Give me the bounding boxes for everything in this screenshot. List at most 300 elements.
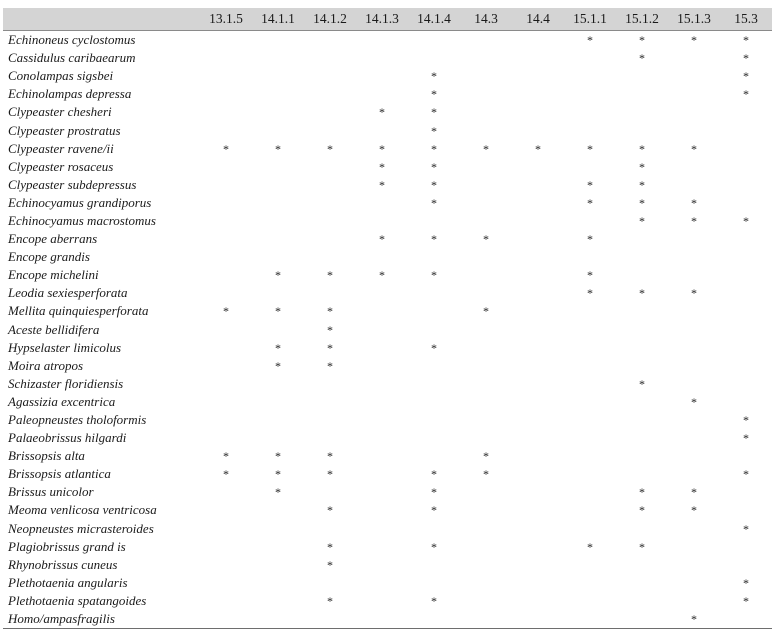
occurrence-mark: [460, 194, 512, 212]
occurrence-mark: *: [431, 105, 437, 120]
occurrence-mark: *: [587, 539, 593, 554]
occurrence-mark: [512, 447, 564, 465]
occurrence-mark: [252, 67, 304, 85]
table-row: [3, 339, 772, 357]
occurrence-mark: [668, 49, 720, 67]
table-row: [3, 375, 772, 393]
occurrence-mark: [564, 610, 616, 629]
column-header: 14.1.4: [408, 8, 460, 31]
occurrence-mark: [200, 321, 252, 339]
occurrence-mark: *: [587, 268, 593, 283]
occurrence-mark: [460, 339, 512, 357]
occurrence-mark: [252, 411, 304, 429]
species-name: Echinolampas depressa: [8, 86, 132, 102]
occurrence-mark: [304, 194, 356, 212]
occurrence-mark: [512, 31, 564, 50]
occurrence-mark: [356, 284, 408, 302]
occurrence-mark: [356, 357, 408, 375]
occurrence-mark: [200, 556, 252, 574]
occurrence-mark: [252, 248, 304, 266]
occurrence-mark: [616, 85, 668, 103]
occurrence-mark: [616, 520, 668, 538]
species-name: Conolampas sigsbei: [8, 68, 114, 84]
occurrence-mark: [356, 501, 408, 519]
occurrence-mark: [200, 592, 252, 610]
table-row: [3, 121, 772, 139]
occurrence-mark: *: [639, 213, 645, 228]
occurrence-mark: *: [743, 69, 749, 84]
occurrence-mark: [356, 31, 408, 50]
occurrence-mark: *: [483, 304, 489, 319]
occurrence-mark: [460, 158, 512, 176]
table-row: [3, 501, 772, 519]
column-header: 15.1.3: [668, 8, 720, 31]
occurrence-mark: [668, 375, 720, 393]
occurrence-mark: [460, 121, 512, 139]
occurrence-mark: [252, 592, 304, 610]
occurrence-mark: [460, 176, 512, 194]
occurrence-mark: [252, 230, 304, 248]
occurrence-mark: [408, 49, 460, 67]
occurrence-mark: [356, 339, 408, 357]
table-row: [3, 302, 772, 320]
occurrence-mark: [564, 520, 616, 538]
occurrence-mark: *: [639, 539, 645, 554]
occurrence-mark: [356, 447, 408, 465]
occurrence-mark: [668, 85, 720, 103]
occurrence-mark: [200, 194, 252, 212]
species-name: Plethotaenia spatangoides: [8, 592, 147, 608]
occurrence-mark: [616, 447, 668, 465]
occurrence-mark: [200, 538, 252, 556]
occurrence-mark: *: [743, 431, 749, 446]
species-name: Meoma venlicosa ventricosa: [8, 502, 157, 518]
column-header: 15.1.1: [564, 8, 616, 31]
occurrence-mark: [408, 411, 460, 429]
occurrence-mark: [616, 248, 668, 266]
table-row: [3, 266, 772, 284]
occurrence-mark: [668, 574, 720, 592]
table-body: [3, 31, 772, 629]
occurrence-mark: [512, 284, 564, 302]
occurrence-mark: [252, 556, 304, 574]
occurrence-mark: *: [431, 159, 437, 174]
occurrence-mark: [408, 556, 460, 574]
occurrence-mark: [252, 103, 304, 121]
occurrence-mark: [460, 574, 512, 592]
occurrence-mark: [460, 375, 512, 393]
occurrence-mark: [720, 121, 772, 139]
occurrence-mark: [512, 357, 564, 375]
occurrence-mark: [564, 447, 616, 465]
occurrence-mark: *: [431, 268, 437, 283]
species-name: Hypselaster limicolus: [8, 339, 122, 355]
occurrence-mark: *: [327, 449, 333, 464]
header-row: [3, 8, 772, 31]
species-name: Clypeaster subdepressus: [8, 176, 137, 192]
occurrence-mark: [460, 248, 512, 266]
occurrence-mark: [304, 483, 356, 501]
occurrence-mark: [200, 339, 252, 357]
occurrence-mark: [252, 284, 304, 302]
occurrence-mark: *: [223, 141, 229, 156]
occurrence-mark: [564, 592, 616, 610]
occurrence-mark: [564, 411, 616, 429]
occurrence-mark: [460, 556, 512, 574]
occurrence-mark: [200, 483, 252, 501]
occurrence-mark: [512, 103, 564, 121]
occurrence-mark: [512, 248, 564, 266]
occurrence-mark: *: [668, 610, 720, 629]
occurrence-mark: [460, 592, 512, 610]
occurrence-mark: *: [639, 177, 645, 192]
occurrence-mark: *: [587, 232, 593, 247]
occurrence-mark: [200, 248, 252, 266]
occurrence-mark: *: [327, 304, 333, 319]
occurrence-mark: [252, 393, 304, 411]
occurrence-mark: *: [431, 467, 437, 482]
occurrence-mark: [616, 67, 668, 85]
occurrence-mark: [564, 248, 616, 266]
occurrence-mark: [720, 483, 772, 501]
species-name: Paleopneustes tholoformis: [8, 412, 147, 428]
occurrence-mark: [720, 375, 772, 393]
occurrence-mark: [720, 393, 772, 411]
occurrence-mark: *: [327, 539, 333, 554]
occurrence-mark: [304, 574, 356, 592]
occurrence-mark: [460, 610, 512, 629]
occurrence-mark: *: [431, 593, 437, 608]
occurrence-mark: *: [639, 376, 645, 391]
occurrence-mark: *: [743, 51, 749, 66]
species-name: Encope grandis: [8, 249, 90, 265]
occurrence-mark: [668, 248, 720, 266]
table-row: [3, 411, 772, 429]
column-header: 14.1.1: [252, 8, 304, 31]
occurrence-mark: *: [691, 286, 697, 301]
occurrence-mark: [356, 302, 408, 320]
occurrence-mark: [616, 230, 668, 248]
occurrence-mark: *: [379, 177, 385, 192]
column-header: 15.3: [720, 8, 772, 31]
occurrence-mark: *: [223, 449, 229, 464]
occurrence-mark: [460, 321, 512, 339]
occurrence-mark: [356, 85, 408, 103]
occurrence-mark: [668, 103, 720, 121]
occurrence-mark: [356, 248, 408, 266]
occurrence-mark: [408, 429, 460, 447]
occurrence-mark: [668, 67, 720, 85]
species-name: Leodia sexiesperforata: [8, 285, 128, 301]
occurrence-mark: [512, 230, 564, 248]
table-row: [3, 212, 772, 230]
occurrence-mark: [720, 538, 772, 556]
occurrence-mark: [720, 248, 772, 266]
occurrence-mark: [356, 321, 408, 339]
occurrence-mark: [304, 85, 356, 103]
species-name: Homo/ampasfragilis: [3, 610, 200, 629]
occurrence-mark: *: [431, 232, 437, 247]
occurrence-mark: *: [379, 268, 385, 283]
occurrence-mark: [512, 158, 564, 176]
table-row: [3, 321, 772, 339]
occurrence-mark: [200, 610, 252, 629]
occurrence-mark: [720, 176, 772, 194]
occurrence-mark: [200, 266, 252, 284]
species-name: Echinoneus cyclostomus: [8, 32, 136, 48]
occurrence-mark: [304, 520, 356, 538]
species-name: Moira atropos: [8, 357, 83, 373]
occurrence-mark: [668, 302, 720, 320]
occurrence-mark: *: [275, 304, 281, 319]
occurrence-mark: *: [587, 177, 593, 192]
occurrence-mark: [252, 85, 304, 103]
occurrence-mark: [252, 49, 304, 67]
occurrence-mark: [668, 266, 720, 284]
occurrence-mark: *: [587, 195, 593, 210]
occurrence-mark: *: [743, 87, 749, 102]
table-row: [3, 556, 772, 574]
species-name: Clypeaster prostratus: [8, 122, 121, 138]
occurrence-mark: [616, 429, 668, 447]
occurrence-mark: *: [639, 286, 645, 301]
occurrence-mark: [616, 556, 668, 574]
occurrence-mark: [356, 411, 408, 429]
table-row: [3, 610, 772, 629]
occurrence-mark: [304, 212, 356, 230]
occurrence-mark: [564, 465, 616, 483]
table-row: [3, 520, 772, 538]
species-distribution-table: [3, 8, 772, 629]
occurrence-mark: [460, 31, 512, 50]
occurrence-mark: [200, 103, 252, 121]
occurrence-mark: *: [743, 33, 749, 48]
occurrence-mark: [564, 67, 616, 85]
occurrence-mark: *: [587, 141, 593, 156]
occurrence-mark: [616, 266, 668, 284]
occurrence-mark: [564, 357, 616, 375]
occurrence-mark: [200, 501, 252, 519]
occurrence-mark: [668, 592, 720, 610]
occurrence-mark: [408, 31, 460, 50]
occurrence-mark: [460, 501, 512, 519]
occurrence-mark: [512, 302, 564, 320]
table-row: [3, 447, 772, 465]
occurrence-mark: [668, 465, 720, 483]
occurrence-mark: [460, 85, 512, 103]
occurrence-mark: *: [691, 195, 697, 210]
occurrence-mark: [720, 610, 772, 629]
occurrence-mark: [668, 556, 720, 574]
occurrence-mark: [512, 411, 564, 429]
occurrence-mark: [564, 49, 616, 67]
occurrence-mark: [564, 212, 616, 230]
occurrence-mark: [304, 230, 356, 248]
occurrence-mark: [616, 103, 668, 121]
occurrence-mark: [512, 176, 564, 194]
occurrence-mark: [720, 556, 772, 574]
occurrence-mark: [616, 393, 668, 411]
occurrence-mark: [564, 103, 616, 121]
table-row: [3, 284, 772, 302]
occurrence-mark: [408, 520, 460, 538]
occurrence-mark: *: [275, 485, 281, 500]
species-name: Encope aberrans: [8, 231, 98, 247]
occurrence-mark: [460, 411, 512, 429]
occurrence-mark: [200, 49, 252, 67]
occurrence-mark: [408, 321, 460, 339]
occurrence-mark: *: [327, 503, 333, 518]
occurrence-mark: [304, 176, 356, 194]
occurrence-mark: [356, 520, 408, 538]
column-header: 14.1.3: [356, 8, 408, 31]
occurrence-mark: *: [275, 268, 281, 283]
occurrence-mark: [200, 411, 252, 429]
column-header: 15.1.2: [616, 8, 668, 31]
species-name: Clypeaster ravene/ii: [8, 140, 114, 156]
occurrence-mark: [564, 321, 616, 339]
occurrence-mark: *: [743, 467, 749, 482]
occurrence-mark: [616, 411, 668, 429]
occurrence-mark: *: [327, 358, 333, 373]
occurrence-mark: [200, 31, 252, 50]
occurrence-mark: [668, 357, 720, 375]
occurrence-mark: *: [639, 195, 645, 210]
occurrence-mark: [408, 610, 460, 629]
occurrence-mark: [408, 284, 460, 302]
occurrence-mark: [356, 610, 408, 629]
species-name: Encope michelini: [8, 267, 99, 283]
occurrence-mark: [668, 158, 720, 176]
occurrence-mark: [304, 121, 356, 139]
occurrence-mark: [668, 121, 720, 139]
species-name: Brissopsis atlantica: [8, 466, 111, 482]
occurrence-mark: [720, 230, 772, 248]
occurrence-mark: [460, 67, 512, 85]
species-name: Agassizia excentrica: [8, 393, 116, 409]
table-row: [3, 103, 772, 121]
occurrence-mark: [512, 574, 564, 592]
occurrence-mark: [200, 393, 252, 411]
occurrence-mark: [720, 501, 772, 519]
species-name: Schizaster floridiensis: [8, 375, 124, 391]
occurrence-mark: [304, 49, 356, 67]
occurrence-mark: [408, 248, 460, 266]
occurrence-mark: *: [639, 141, 645, 156]
occurrence-mark: *: [431, 177, 437, 192]
occurrence-mark: [512, 212, 564, 230]
occurrence-mark: [512, 393, 564, 411]
occurrence-mark: [408, 357, 460, 375]
column-header: 14.1.2: [304, 8, 356, 31]
occurrence-mark: *: [327, 593, 333, 608]
occurrence-mark: [564, 85, 616, 103]
occurrence-mark: *: [431, 87, 437, 102]
occurrence-mark: [200, 85, 252, 103]
occurrence-mark: [252, 574, 304, 592]
occurrence-mark: *: [639, 159, 645, 174]
occurrence-mark: *: [327, 141, 333, 156]
species-name: Rhynobrissus cuneus: [8, 556, 118, 572]
occurrence-mark: *: [275, 141, 281, 156]
occurrence-mark: [356, 592, 408, 610]
occurrence-mark: *: [431, 123, 437, 138]
occurrence-mark: [512, 49, 564, 67]
occurrence-mark: [720, 302, 772, 320]
occurrence-mark: [564, 574, 616, 592]
occurrence-mark: [512, 339, 564, 357]
species-name: Palaeobrissus hilgardi: [8, 430, 127, 446]
occurrence-mark: [200, 176, 252, 194]
occurrence-mark: [304, 610, 356, 629]
occurrence-mark: *: [275, 449, 281, 464]
occurrence-mark: [200, 574, 252, 592]
occurrence-mark: [408, 302, 460, 320]
occurrence-mark: [512, 375, 564, 393]
occurrence-mark: [460, 520, 512, 538]
occurrence-mark: [460, 429, 512, 447]
occurrence-mark: [512, 321, 564, 339]
occurrence-mark: [356, 574, 408, 592]
occurrence-mark: [252, 158, 304, 176]
occurrence-mark: [304, 67, 356, 85]
occurrence-mark: [512, 266, 564, 284]
occurrence-mark: [252, 610, 304, 629]
occurrence-mark: [304, 411, 356, 429]
occurrence-mark: *: [639, 33, 645, 48]
occurrence-mark: *: [327, 322, 333, 337]
occurrence-mark: [616, 302, 668, 320]
occurrence-mark: [252, 520, 304, 538]
occurrence-mark: *: [431, 539, 437, 554]
table-row: [3, 592, 772, 610]
occurrence-mark: [356, 393, 408, 411]
occurrence-mark: *: [587, 286, 593, 301]
occurrence-mark: *: [587, 33, 593, 48]
occurrence-mark: [460, 266, 512, 284]
occurrence-mark: [304, 103, 356, 121]
occurrence-mark: [616, 357, 668, 375]
occurrence-mark: [304, 158, 356, 176]
table-row: [3, 67, 772, 85]
occurrence-mark: [252, 176, 304, 194]
occurrence-mark: [460, 538, 512, 556]
species-name: Aceste bellidifera: [8, 321, 100, 337]
occurrence-mark: *: [327, 557, 333, 572]
occurrence-mark: [720, 140, 772, 158]
occurrence-mark: *: [431, 69, 437, 84]
occurrence-mark: [668, 429, 720, 447]
species-name: Echinocyamus grandiporus: [8, 194, 152, 210]
occurrence-mark: [460, 212, 512, 230]
table-row: [3, 429, 772, 447]
occurrence-mark: [512, 501, 564, 519]
occurrence-mark: [200, 67, 252, 85]
occurrence-mark: [356, 465, 408, 483]
occurrence-mark: [408, 447, 460, 465]
occurrence-mark: *: [691, 485, 697, 500]
occurrence-mark: [564, 483, 616, 501]
species-name: Cassidulus caribaearum: [8, 50, 136, 66]
occurrence-mark: [512, 592, 564, 610]
occurrence-mark: [616, 121, 668, 139]
occurrence-mark: [512, 483, 564, 501]
occurrence-mark: *: [431, 340, 437, 355]
occurrence-mark: *: [743, 413, 749, 428]
occurrence-mark: [460, 483, 512, 501]
occurrence-mark: [356, 556, 408, 574]
occurrence-mark: [564, 375, 616, 393]
